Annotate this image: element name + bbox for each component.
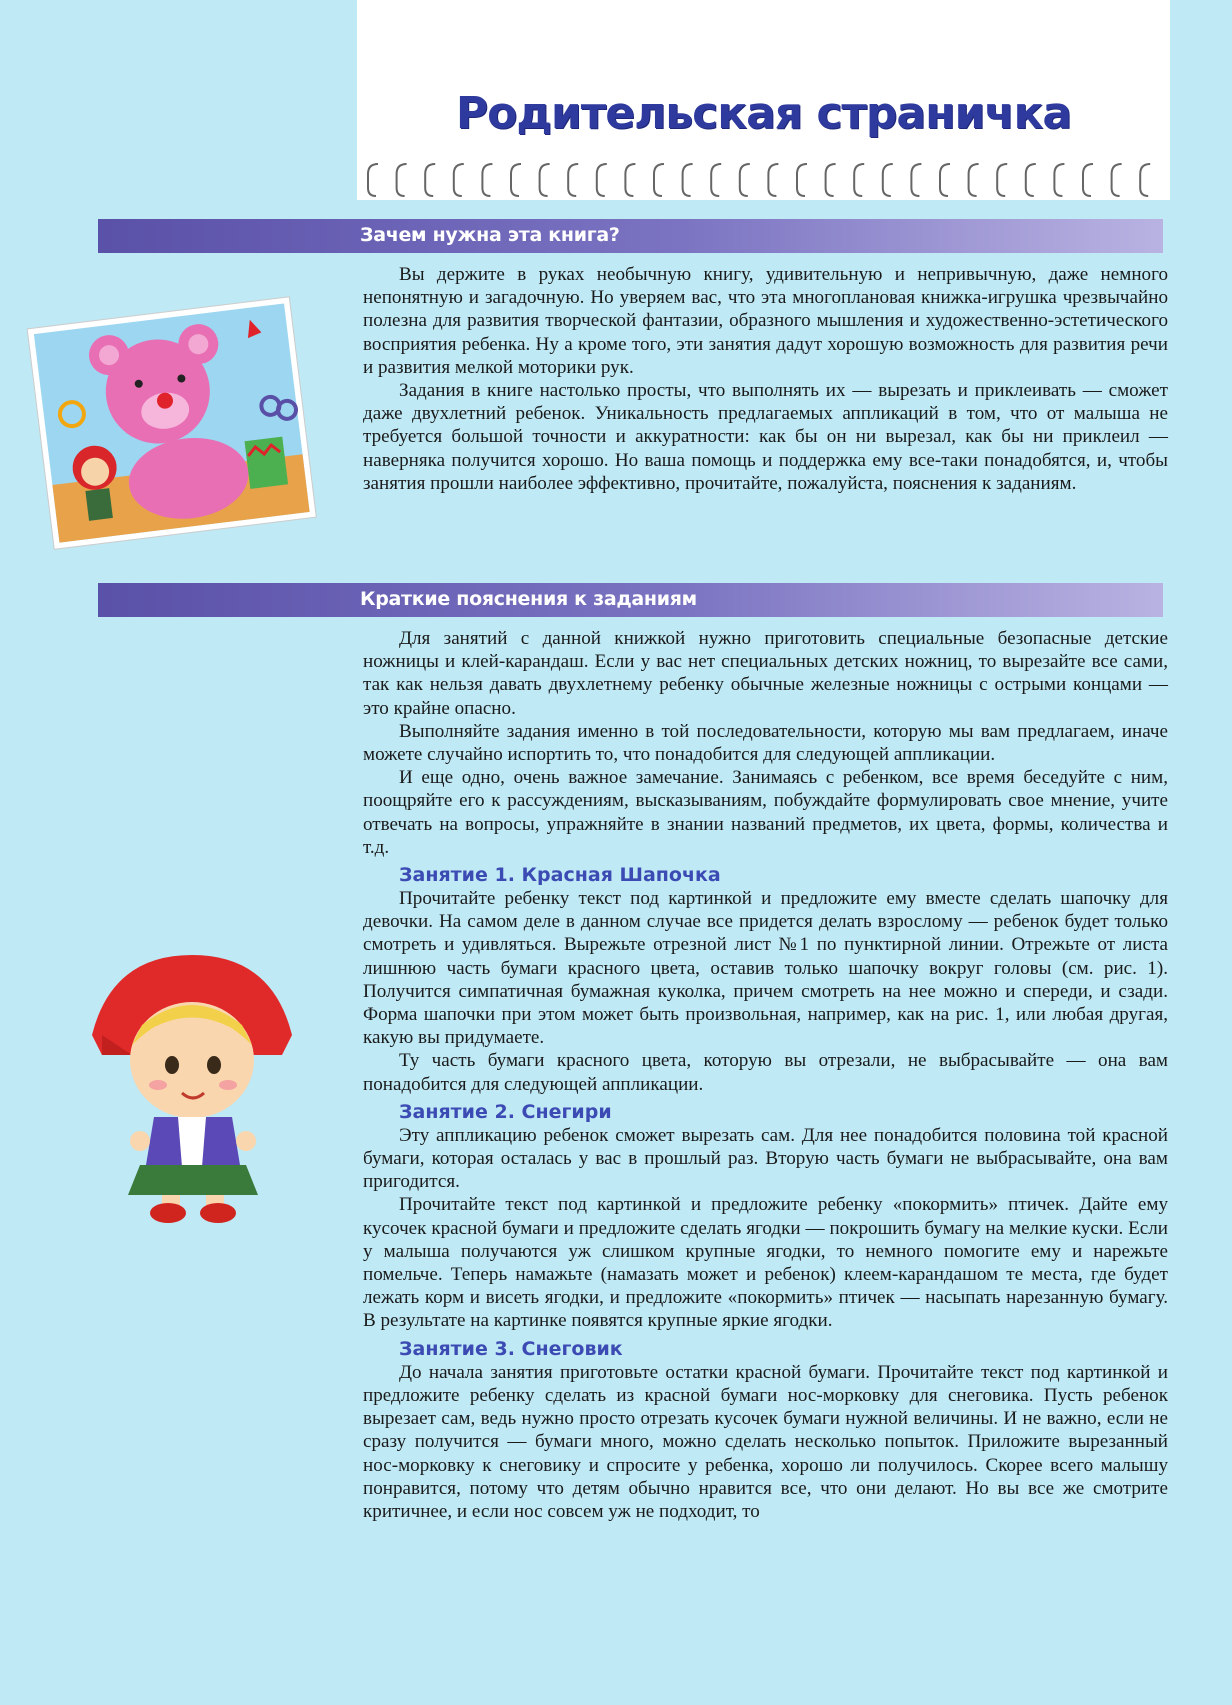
lesson-title: Занятие 3. Снеговик [399, 1337, 623, 1360]
teddy-bear-illustration [22, 290, 322, 560]
paragraph: Эту аппликацию ребенок сможет вырезать сам. Для нее понадобится половина той красной бумаги, которая осталась у вас в прошлый раз. Вторую часть бумаги не выбрасывайте, она вам пригодится. [363, 1124, 1168, 1193]
paragraph: Прочитайте ребенку текст под картинкой и предложите ему вместе сделать шапочку для девочки. На самом деле в данном случае все придется делать взрослому — ребенок будет только смотреть и удивляться. Вырежьте отрезной лист №1 по пунктирной линии. Отрежьте от листа лишнюю часть бумаги красного цвета, оставив только шапочку вокруг головы (см. рис. 1). Получится симпатичная бумажная куколка, причем смотреть на нее можно и спереди, и сзади. Форма шапочки при этом может быть произвольная, например, как на рис. 1, или любая другая, какую вы придумаете. [363, 888, 1168, 1049]
lesson-title: Занятие 1. Красная Шапочка [399, 864, 721, 887]
section-heading-bar [98, 583, 1163, 617]
paragraph: Выполняйте задания именно в той последовательности, которую мы вам предлагаем, иначе можете случайно испортить то, что понадобится для следующей аппликации. [363, 720, 1168, 766]
section-2-text [363, 627, 1168, 1523]
paragraph: Задания в книге настолько просты, что выполнять их — вырезать и приклеивать — сможет даже двухлетний ребенок. Уникальность предлагаемых аппликаций в том, что от малыша не требуется большой точности и аккуратности: как бы он ни вырезал, как бы ни приклеил — наверняка получится хорошо. Но ваша помощь и поддержка ему все-таки понадобятся, и, чтобы занятия прошли наиболее эффективно, прочитайте, пожалуйста, пояснения к заданиям. [363, 380, 1168, 494]
page-title: Родительская страничка [455, 88, 1072, 139]
lesson-title: Занятие 2. Снегири [399, 1100, 612, 1123]
paragraph: Для занятий с данной книжкой нужно приготовить специальные безопасные детские ножницы и клей-карандаш. Если у вас нет специальных детских ножниц, то вырезайте все сами, так как нельзя давать двухлетнему ребенку обычные железные ножницы с острыми концами — это крайне опасно. [363, 628, 1168, 719]
section-heading-bar [98, 219, 1163, 253]
paragraph: До начала занятия приготовьте остатки красной бумаги. Прочитайте текст под картинкой и предложите ребенку сделать из красной бумаги нос-морковку для снеговика. Пусть ребенок вырезает сам, ведь нужно просто отрезать кусочек бумаги нужной величины. И не важно, если не сразу получится — бумаги много, можно сделать несколько попыток. Приложите вырезанный нос-морковку к снеговику и спросите у ребенка, хорошо ли получилось. Скорее всего малышу понравится, потому что детям обычно нравится все, что они делают. Но вы все же смотрите критичнее, и если нос совсем уж не подходит, то [363, 1361, 1168, 1522]
section-1-text [363, 263, 1168, 495]
paragraph: Ту часть бумаги красного цвета, которую вы отрезали, не выбрасывайте — она вам понадобится для следующей аппликации. [363, 1050, 1168, 1095]
section-heading: Зачем нужна эта книга? [360, 224, 620, 246]
spiral-binding-icon [360, 158, 1170, 202]
paragraph: И еще одно, очень важное замечание. Занимаясь с ребенком, все время беседуйте с ним, поощряйте его к рассуждениям, высказываниям, побуждайте формулировать свое мнение, учите отвечать на вопросы, упражняйте в знании названий предметов, их цвета, формы, количества и т.д. [363, 767, 1168, 858]
red-riding-hood-illustration [82, 945, 302, 1225]
paragraph: Прочитайте текст под картинкой и предложите ребенку «покормить» птичек. Дайте ему кусочек красной бумаги и предложите сделать ягодки — покрошить бумагу на мелкие куски. Если у малыша получаются уж слишком крупные ягодки, то немного помогите ему и нарежьте помельче. Теперь намажьте (намазать может и ребенок) клеем-карандашом те места, где будет лежать корм и висеть ягодки, и предложите «покормить» птичек — насыпать нарезанную бумагу. В результате на картинке появятся крупные яркие ягодки. [363, 1194, 1168, 1332]
paragraph: Вы держите в руках необычную книгу, удивительную и непривычную, даже немного непонятную и загадочную. Но уверяем вас, что эта многоплановая книжка-игрушка чрезвычайно полезна для развития творческой фантазии, образного мышления и художественно-эстетического восприятия ребенка. Ну а кроме того, эти занятия дадут хорошую возможность для развития речи и развития мелкой моторики рук. [363, 264, 1168, 378]
section-heading: Краткие пояснения к заданиям [360, 588, 697, 610]
